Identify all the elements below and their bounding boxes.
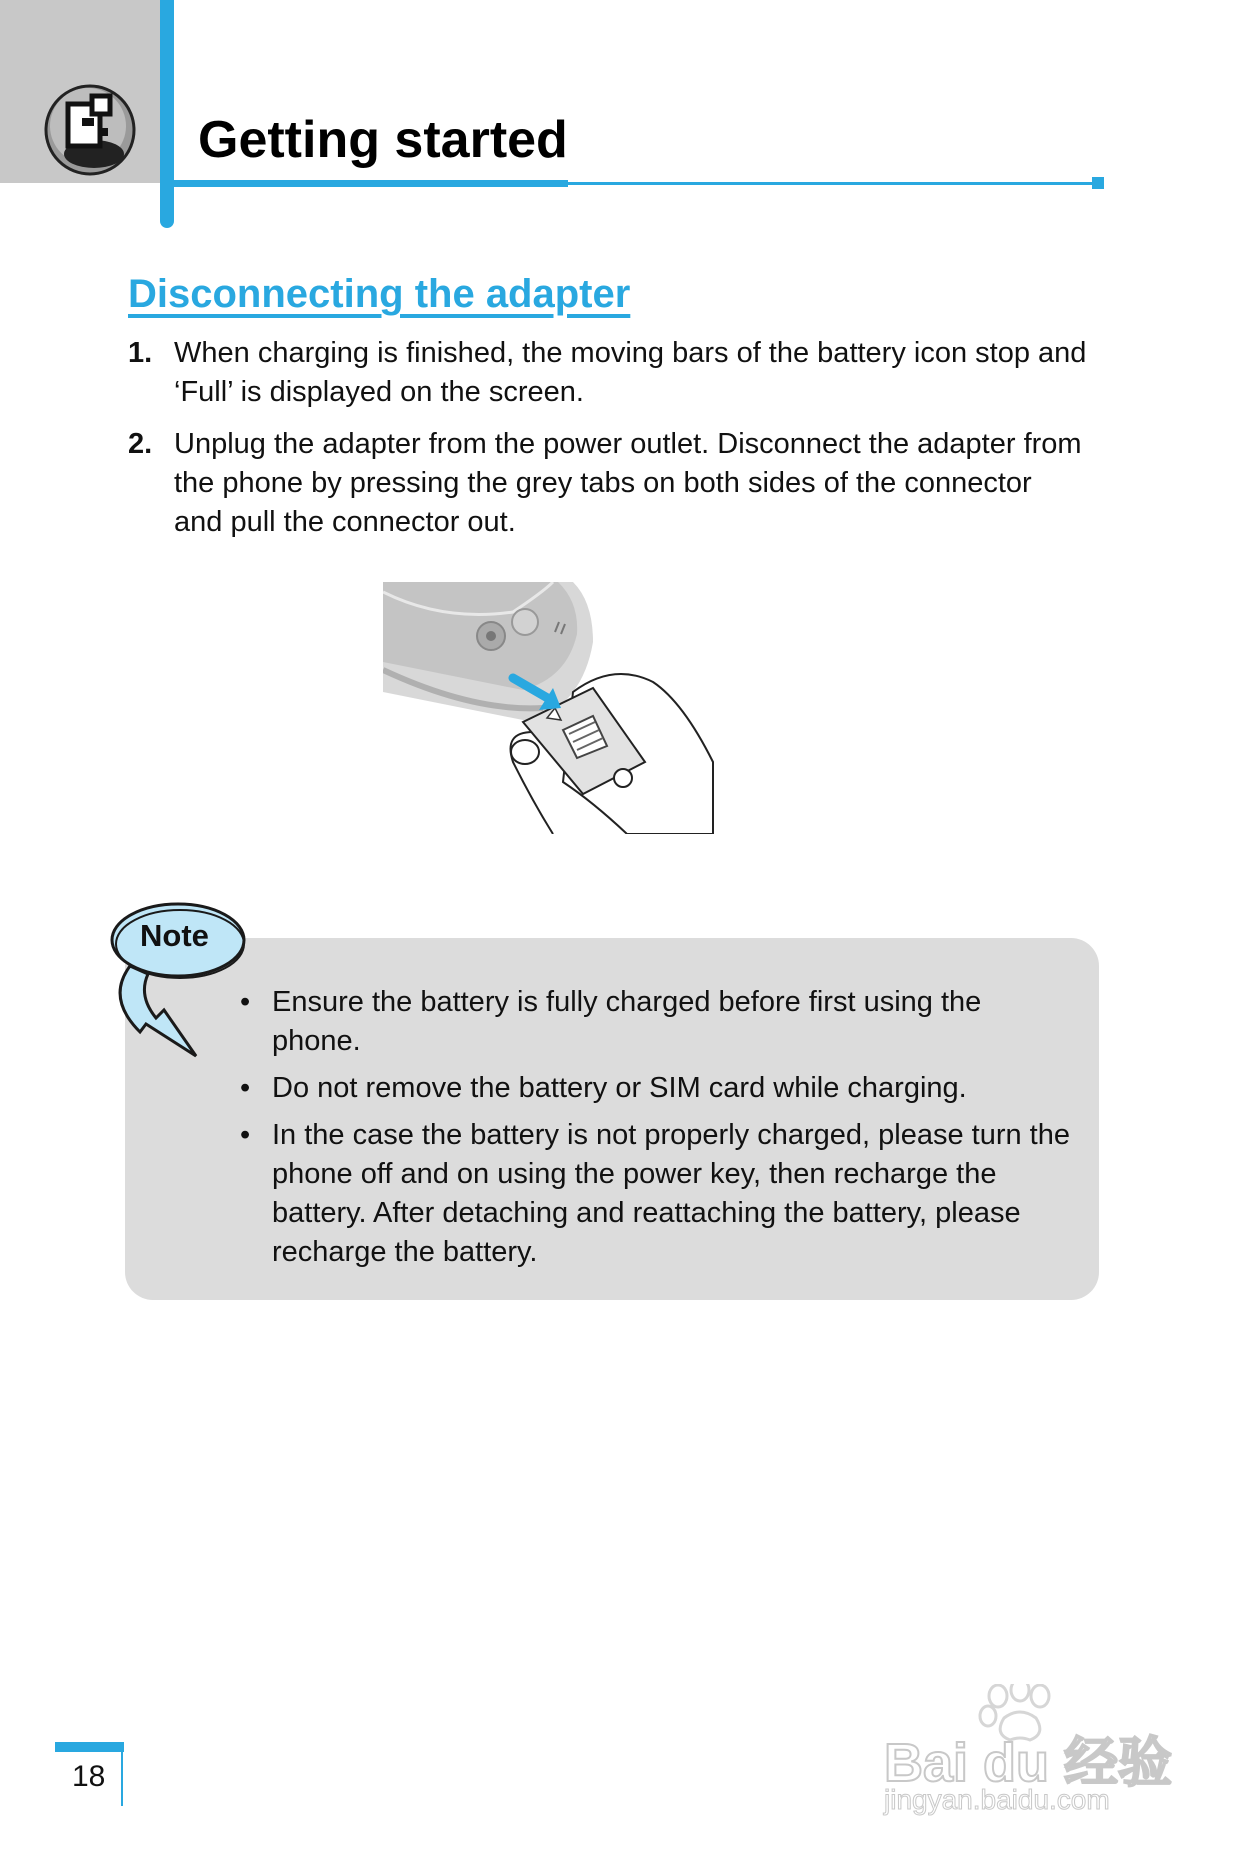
watermark-url: jingyan.baidu.com <box>884 1784 1110 1815</box>
note-text: Ensure the battery is fully charged before first using the phone. <box>272 986 982 1057</box>
phone-flag-icon <box>42 82 138 178</box>
header-rule-thick <box>174 180 568 187</box>
page-title: Getting started <box>198 111 568 169</box>
footer-bar <box>55 1742 124 1752</box>
bullet-dot: • <box>240 1119 251 1151</box>
page-number: 18 <box>72 1760 106 1793</box>
note-text: Do not remove the battery or SIM card while charging. <box>272 1072 967 1104</box>
bullet-dot: • <box>240 986 251 1018</box>
step-number: 2. <box>128 428 153 460</box>
step-item <box>128 425 1088 542</box>
section-heading: Disconnecting the adapter <box>128 272 631 316</box>
header-rule-endcap <box>1092 177 1104 189</box>
watermark-brand: Bai du 经验 <box>884 1733 1173 1793</box>
note-text: In the case the battery is not properly charged, please turn the phone off and on using the power key, then recharge the battery. After detaching and reattaching the battery, please recharge the battery. <box>272 1119 1070 1268</box>
note-item <box>238 1116 1078 1272</box>
hand-unplugging-connector-illustration <box>383 582 717 834</box>
note-label: Note <box>140 918 209 953</box>
step-text: Unplug the adapter from the power outlet. Disconnect the adapter from the phone by pressing the grey tabs on both sides of the connector and pull the connector out. <box>174 428 1082 538</box>
step-text: When charging is finished, the moving bars of the battery icon stop and ‘Full’ is displayed on the screen. <box>174 337 1087 408</box>
note-item <box>238 1069 1078 1108</box>
note-list <box>238 983 1078 1280</box>
header-rule-thin <box>568 182 1096 185</box>
step-item <box>128 334 1088 412</box>
note-item <box>238 983 1078 1061</box>
footer-vertical-line <box>121 1752 123 1806</box>
step-number: 1. <box>128 337 153 369</box>
header-vertical-bar <box>160 0 174 228</box>
bullet-dot: • <box>240 1072 251 1104</box>
steps-list <box>128 334 1088 555</box>
